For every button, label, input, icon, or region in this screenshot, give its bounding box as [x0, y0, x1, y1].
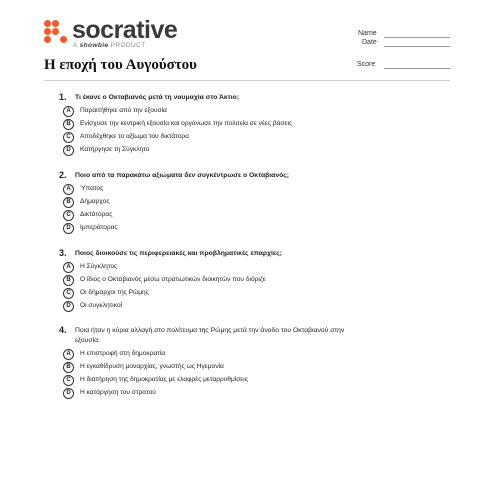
question-text [75, 326, 443, 346]
question-text: Ποιο από τα παρακάτω αξιώματα δεν συγκέντρωσε ο Οκταβιανός; [75, 172, 290, 179]
option-letter-circle: D [63, 145, 74, 156]
header-divider [44, 80, 450, 81]
option-letter-circle: C [63, 288, 74, 299]
question-text: Ποιος διοικούσε τις περιφερειακές και προβληματικές επαρχίες; [75, 250, 282, 257]
option-letter-circle: A [63, 262, 74, 273]
byline-brand: showbie [79, 42, 109, 49]
option-text: Η διατήρηση της δημοκρατίας με ελαφρές μεταρρυθμίσεις [80, 376, 248, 383]
option-letter-circle: C [63, 132, 74, 143]
name-line[interactable] [384, 37, 450, 38]
brand-name: socrative [72, 16, 178, 44]
page-title: Η εποχή του Αυγούστου [44, 57, 197, 73]
option-letter-circle: C [63, 375, 74, 386]
option-a[interactable] [63, 106, 443, 117]
option-text: Παραιτήθηκε από την εξουσία [80, 107, 167, 114]
option-text: Ενίσχυσε την κεντρική εξουσία και οργάνωσε την πολιτεία σε νέες βάσεις [80, 120, 293, 127]
question-text-line-2: εξουσία; [75, 337, 100, 344]
option-letter-circle: B [63, 197, 74, 208]
brand-byline [73, 42, 146, 49]
option-d[interactable] [63, 223, 443, 234]
option-text: Δήμαρχος [80, 198, 110, 205]
option-c[interactable] [63, 375, 443, 386]
option-d[interactable] [63, 145, 443, 156]
option-text: Ιμπεράτορας [80, 224, 118, 231]
option-letter-circle: A [63, 349, 74, 360]
option-b[interactable] [63, 362, 443, 373]
question-number: 1. [59, 92, 67, 102]
option-letter-circle: C [63, 210, 74, 221]
question-text: Τι έκανε ο Οκταβιανός μετά τη ναυμαχία στο Άκτιο; [75, 94, 240, 101]
option-b[interactable] [63, 275, 443, 286]
option-a[interactable] [63, 349, 443, 360]
option-d[interactable] [63, 301, 443, 312]
question-number: 2. [59, 170, 67, 180]
option-text: Οι δήμαρχοι της Ρώμης [80, 289, 149, 296]
option-letter-circle: A [63, 184, 74, 195]
option-a[interactable] [63, 262, 443, 273]
option-a[interactable] [63, 184, 443, 195]
socrative-logo [44, 18, 204, 52]
option-letter-circle: B [63, 362, 74, 373]
option-text: Η επιστροφή στη δημοκρατία [80, 350, 166, 357]
option-d[interactable] [63, 388, 443, 399]
option-text: Αποδέχθηκε το αξίωμα του δικτάτορα [80, 133, 189, 140]
option-text: Οι συγκλητικοί [80, 302, 123, 309]
option-letter-circle: D [63, 388, 74, 399]
option-text: Η Σύγκλητος [80, 263, 118, 270]
option-text: Η εγκαθίδρυση μοναρχίας, γνωστής ως Ηγεμονία [80, 363, 224, 370]
byline-prefix: A [73, 42, 78, 49]
option-c[interactable] [63, 210, 443, 221]
byline-suffix: PRODUCT [110, 42, 146, 49]
date-line[interactable] [384, 46, 450, 47]
option-letter-circle: B [63, 119, 74, 130]
option-b[interactable] [63, 119, 443, 130]
option-text: Ο ίδιος ο Οκταβιανός μέσω στρατιωτικών διοικητών που διόριζε [80, 276, 266, 283]
option-b[interactable] [63, 197, 443, 208]
date-label: Date [362, 39, 377, 46]
option-c[interactable] [63, 288, 443, 299]
option-letter-circle: D [63, 223, 74, 234]
option-text: Ύπατος [80, 185, 104, 192]
score-line[interactable] [384, 68, 450, 69]
option-c[interactable] [63, 132, 443, 143]
question-number: 3. [59, 248, 67, 258]
name-label: Name [358, 30, 377, 37]
option-text: Η κατάργηση του στρατού [80, 389, 156, 396]
option-letter-circle: A [63, 106, 74, 117]
question-text-line-1: Ποια ήταν η κύρια αλλαγή στο πολίτευμα της Ρώμης μετά την άνοδο του Οκταβιανού στην [75, 327, 345, 334]
option-text: Κατήργησε τη Σύγκλητο [80, 146, 150, 153]
score-label: Score [357, 61, 376, 68]
option-text: Δικτάτορας [80, 211, 113, 218]
option-letter-circle: B [63, 275, 74, 286]
logo-dots-icon [44, 20, 68, 44]
option-letter-circle: D [63, 301, 74, 312]
question-number: 4. [59, 325, 67, 335]
